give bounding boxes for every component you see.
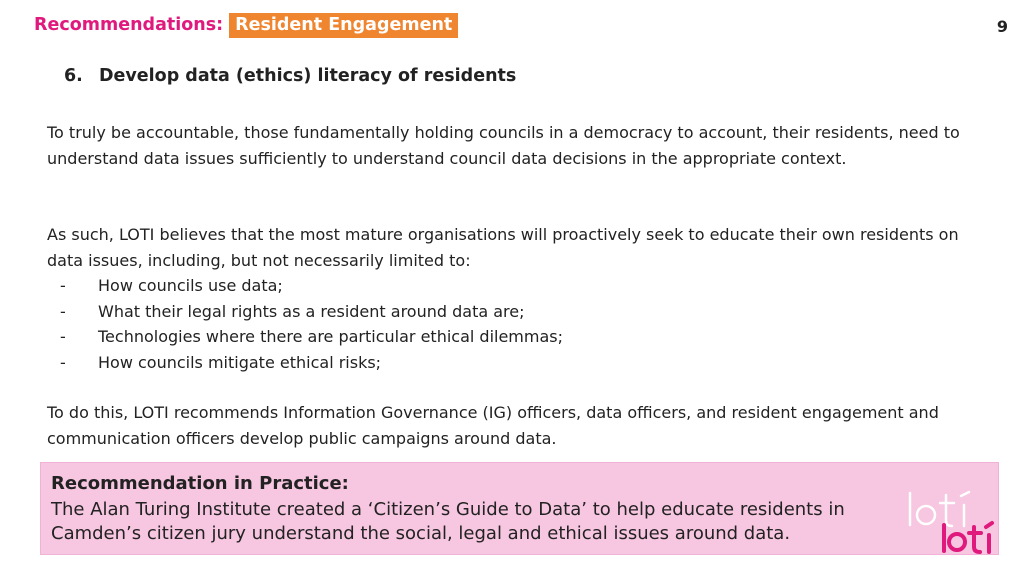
loti-logo-outline <box>910 492 969 526</box>
bullet-text: How councils use data; <box>98 276 283 295</box>
callout-title: Recommendation in Practice: <box>51 473 349 494</box>
loti-logo-icon <box>896 487 996 559</box>
header-label: Recommendations: <box>34 15 224 35</box>
recommendation-callout-box <box>40 462 999 555</box>
list-item <box>60 299 563 325</box>
bullet-list <box>60 273 563 375</box>
paragraph-accountability: To truly be accountable, those fundamentally holding councils in a democracy to account, their residents, need to understand data issues sufficiently to understand council data decisions in the appropriate context. <box>47 123 960 168</box>
section-title: Develop data (ethics) literacy of residents <box>99 66 517 86</box>
bullet-dash: - <box>60 327 66 346</box>
section-heading <box>64 66 516 86</box>
list-item <box>60 350 563 376</box>
list-item <box>60 273 563 299</box>
paragraph-recommendation: To do this, LOTI recommends Information Governance (IG) officers, data officers, and resident engagement and communication officers develop public campaigns around data. <box>47 403 939 448</box>
bullet-text: How councils mitigate ethical risks; <box>98 352 382 372</box>
bullet-dash: - <box>60 352 66 372</box>
list-item <box>60 324 563 350</box>
slide-header <box>34 12 458 38</box>
loti-logo-filled <box>944 523 992 552</box>
callout-text: The Alan Turing Institute created a ‘Citizen’s Guide to Data’ to help educate residents in Camden’s citizen jury understand the social, legal and ethical issues around data. <box>51 499 845 544</box>
bullet-text: Technologies where there are particular ethical dilemmas; <box>98 327 564 346</box>
bullet-dash: - <box>60 276 66 295</box>
paragraph-loti-belief: As such, LOTI believes that the most mature organisations will proactively seek to educate their own residents on data issues, including, but not necessarily limited to: <box>47 225 959 270</box>
page-number: 9 <box>996 17 1008 36</box>
bullet-text: What their legal rights as a resident around data are; <box>98 301 525 321</box>
section-number: 6. <box>64 66 83 86</box>
bullet-dash: - <box>60 301 66 321</box>
header-tag: Resident Engagement <box>229 13 458 38</box>
